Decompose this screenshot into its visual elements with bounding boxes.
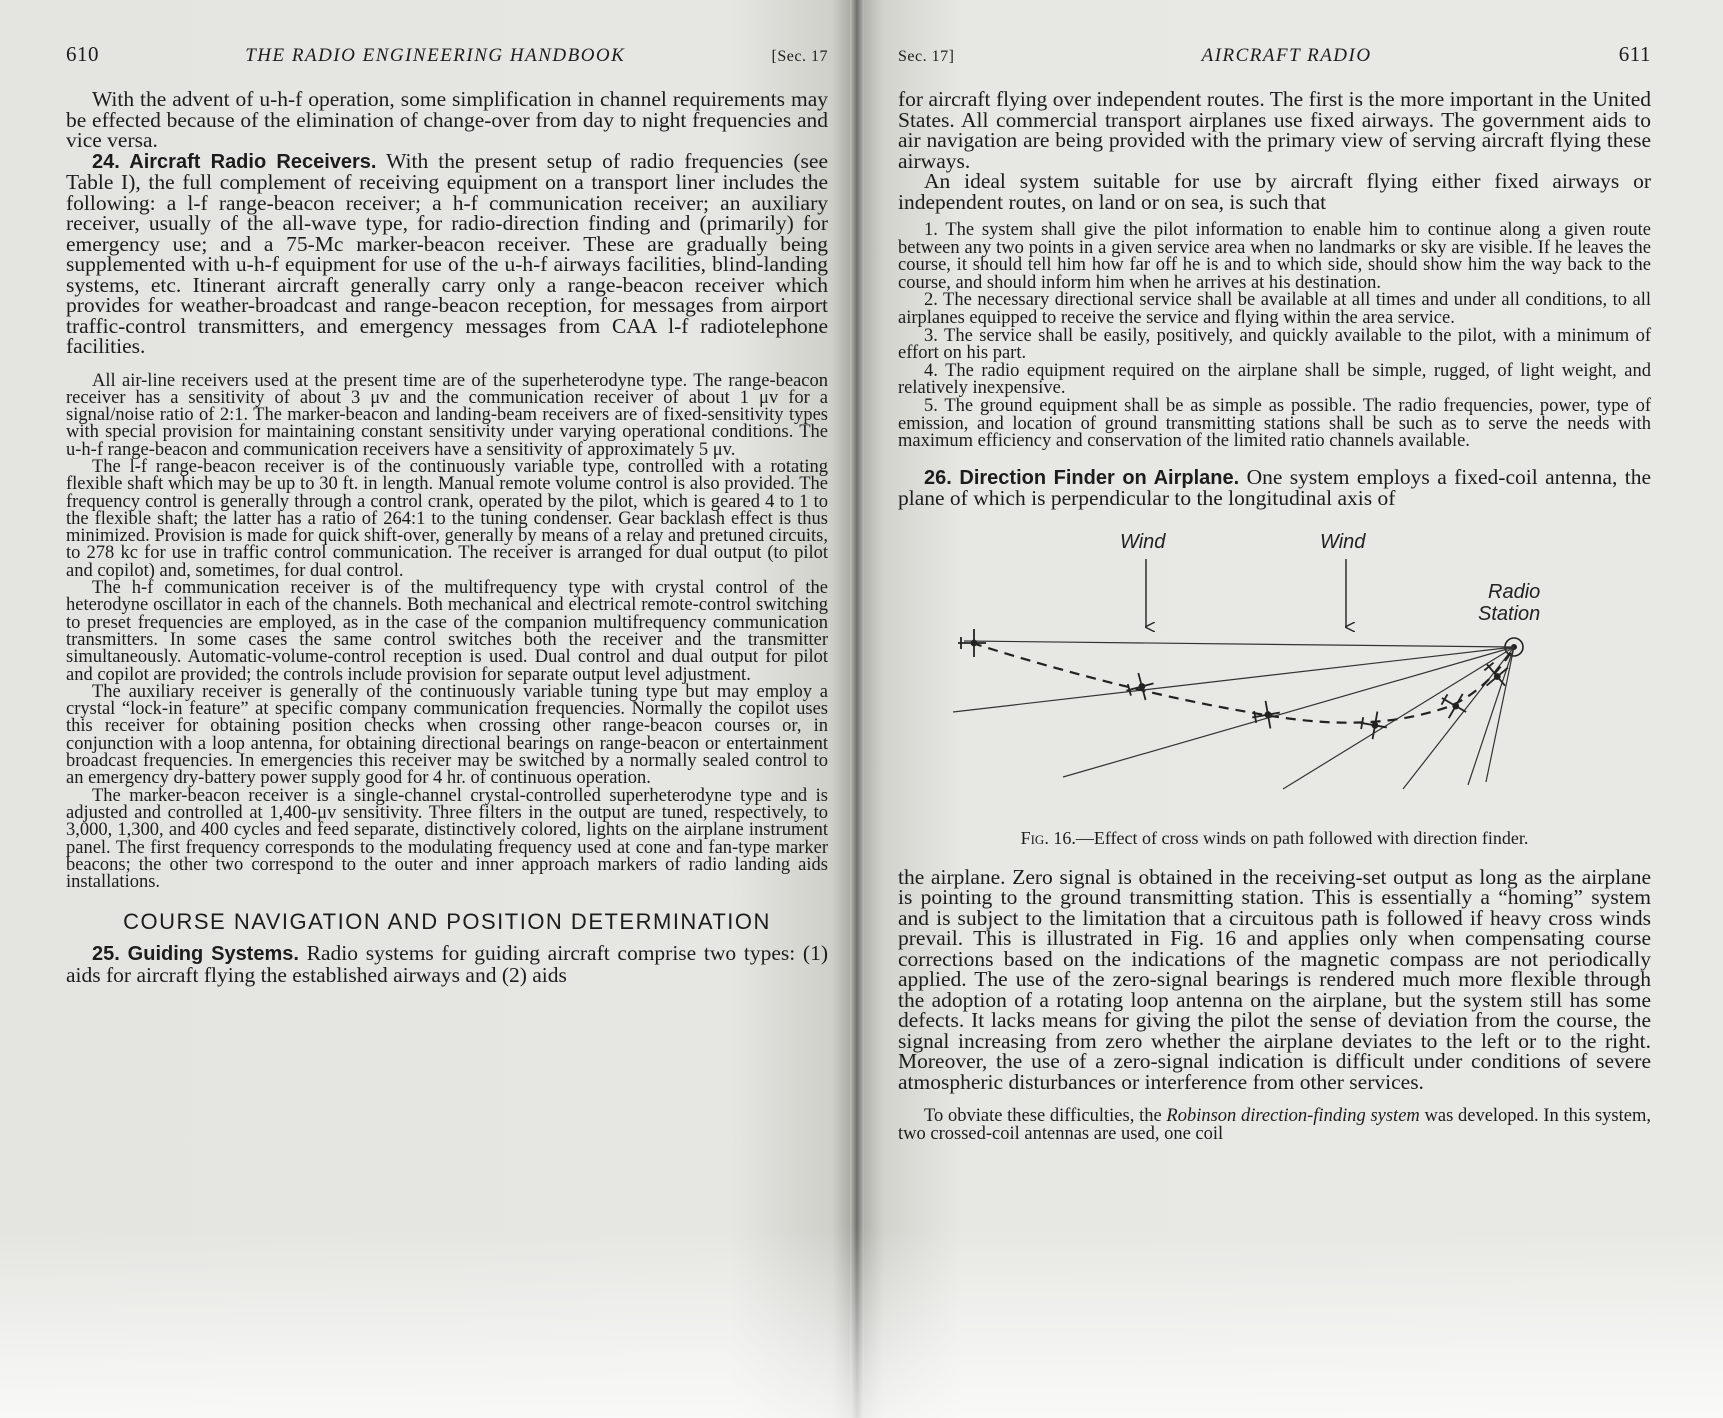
left-page-number: 610 xyxy=(66,42,99,66)
robinson-paragraph xyxy=(898,1108,1651,1143)
left-page xyxy=(0,0,858,1418)
right-section-mark: Sec. 17] xyxy=(898,48,955,65)
robinson-system-name: Robinson direction-finding system xyxy=(1166,1106,1420,1127)
section-25-paragraph xyxy=(66,943,828,985)
section-24-paragraph xyxy=(66,148,828,358)
book-gutter xyxy=(850,0,864,1418)
station-label: Station xyxy=(1478,602,1541,625)
receiver-details xyxy=(66,370,828,893)
list-item: 1. The system shall give the pilot information to enable him to continue along a given route between any two points in a given service area when no landmarks or sky are visible. If he leaves the course, it should tell him how far off he is and to which side, should show him the way back to the course, and should inform him when he arrives at his destination. xyxy=(898,220,1651,293)
figure-16-diagram xyxy=(948,527,1628,822)
right-running-title: AIRCRAFT RADIO xyxy=(1201,45,1372,66)
intro-paragraph: With the advent of u-h-f operation, some simplification in channel requirements may be effected because of the elimination of change-over from day to night frequencies and vice versa. xyxy=(66,87,828,152)
wind-label-2: Wind xyxy=(1320,530,1366,553)
list-item: 2. The necessary directional service shall be available at all times and under all conditions, to all airplanes equipped to receive the service and flying within the area service. xyxy=(898,290,1651,328)
figure-caption-text: —Effect of cross winds on path followed with direction finder. xyxy=(1075,827,1529,848)
small-paragraph: The auxiliary receiver is generally of the continuously variable tuning type but may employ a crystal “lock-in feature” at specific company communication frequencies. Normally the copilot uses this receiver for obtaining position checks when crossing other range-beacon courses or, in conjunction with a loop antenna, for obtaining directional bearings on range-beacon or entertainment broadcast frequencies. In emergencies this receiver may be switched by a normally sealed control to an emergency dry-battery power supply good for 4 hr. of continuous operation. xyxy=(66,681,828,789)
section-25-text: Radio systems for guiding aircraft comprise two types: (1) aids for aircraft flying the established airways and (2) aids xyxy=(66,941,828,987)
ideal-system-paragraph: An ideal system suitable for use by aircraft flying either fixed airways or independent routes, on land or on sea, is such that xyxy=(898,169,1651,214)
robinson-text-pre: To obviate these difficulties, the xyxy=(924,1106,1167,1127)
right-running-head xyxy=(898,42,1651,67)
radio-label: Radio xyxy=(1488,580,1541,603)
homing-paragraph: the airplane. Zero signal is obtained in the receiving-set output as long as the airplane is pointing to the ground transmitting station. This is essentially a “homing” system and is subject to the limitation that a circuitous path is followed if heavy cross winds prevail. This is illustrated in Fig. 16 and applies only when compensating course corrections based on the indications of the magnetic compass are not periodically applied. The use of the zero-signal bearings is rendered much more flexible through the adoption of a rotating loop antenna on the airplane, but the system still has some defects. It lacks means for giving the pilot the sense of deviation from the course, the signal increasing from zero whether the airplane deviates to the left or to the right. Moreover, the use of a zero-signal indication is difficult under conditions of severe atmospheric disturbances or interference from other services. xyxy=(898,864,1651,1094)
list-item: 3. The service shall be easily, positively, and quickly available to the pilot, with a minimum of effort on his part. xyxy=(898,325,1651,364)
continued-paragraph: for aircraft flying over independent routes. The first is the more important in the United States. All commercial transport airplanes use fixed airways. The government aids to air navigation are being provided with the primary view of serving aircraft flying these airways. xyxy=(898,87,1651,173)
section-26-text: One system employs a fixed-coil antenna, the plane of which is perpendicular to the longitudinal axis of xyxy=(898,464,1651,511)
wind-label-1: Wind xyxy=(1120,530,1166,553)
right-page xyxy=(858,0,1723,1418)
section-26-heading: 26. Direction Finder on Airplane. xyxy=(924,466,1240,489)
section-26-paragraph xyxy=(898,464,1651,511)
figure-caption xyxy=(898,828,1651,849)
small-paragraph: The l-f range-beacon receiver is of the continuously variable type, controlled with a rotating flexible shaft which may be up to 30 ft. in length. Manual remote volume control is also provided. The frequency control is generally through a control crank, operated by the pilot, which is geared 4 to 1 to the flexible shaft; the latter has a ratio of 264:1 to the tuning condenser. Gear backlash effect is thus minimized. Provision is made for quick shift-over, generally by means of a relay and pretuned circuits, to 278 kc for use in traffic control communication. The receiver is arranged for dual output (to pilot and copilot) and, sometimes, for dual control. xyxy=(66,456,828,581)
section-24-heading: 24. Aircraft Radio Receivers. xyxy=(92,150,377,173)
left-section-mark: [Sec. 17 xyxy=(771,48,828,65)
right-page-number: 611 xyxy=(1618,42,1651,66)
left-running-head xyxy=(66,42,828,67)
figure-caption-tag: Fig. 16. xyxy=(1020,827,1076,848)
section-24-text: With the present setup of radio frequencies (see Table I), the full complement of receiving equipment on a transport liner includes the following: a l-f range-beacon receiver; a h-f communication receiver; an auxiliary receiver, usually of the all-wave type, for radio-direction finding and (primarily) for emergency use; and a 75-Mc marker-beacon receiver. These are gradually being supplemented with u-h-f equipment for use of the u-h-f airways facilities, blind-landing systems, etc. Itinerant aircraft generally carry only a range-beacon receiver which provides for weather-broadcast and range-beacon reception, for messages from airport traffic-control transmitters, and emergency messages from CAA l-f radiotelephone facilities. xyxy=(66,148,828,358)
list-item: 5. The ground equipment shall be as simple as possible. The radio frequencies, power, type of emission, and location of ground transmitting stations shall be such as to serve the needs with maximum efficiency and conservation of the limited ratio channels available. xyxy=(898,395,1651,452)
robinson-text-post: was developed. In this system, two crossed-coil antennas are used, one coil xyxy=(898,1106,1651,1144)
section-25-heading: 25. Guiding Systems. xyxy=(92,943,299,966)
section-title: COURSE NAVIGATION AND POSITION DETERMINATION xyxy=(123,909,771,935)
requirements-list xyxy=(898,222,1651,451)
small-paragraph: The h-f communication receiver is of the multifrequency type with crystal control of the heterodyne oscillator in each of the channels. Both mechanical and electrical remote-control switching to preset frequencies are employed, as in the case of the companion multifrequency communication transmitters. In some cases the same control switches both the receiver and the transmitter simultaneously. Automatic-volume-control reception is used. Dual control and dual output for pilot and copilot are provided; the controls include provision for separate output level adjustment. xyxy=(66,578,828,685)
small-paragraph: The marker-beacon receiver is a single-channel crystal-controlled superheterodyne type and is adjusted and controlled at 1,400-μv sensitivity. Three filters in the output are tuned, respectively, to 3,000, 1,300, and 400 cycles and feed separate, distinctively colored, lights on the airplane instrument panel. The first frequency corresponds to the modulating frequency used at cone and fan-type marker beacons; the other two correspond to the outer and inner approach markers of radio landing aids installations. xyxy=(66,785,828,893)
cross-wind-diagram-svg xyxy=(948,527,1628,822)
flight-path xyxy=(972,643,1514,723)
left-running-title: THE RADIO ENGINEERING HANDBOOK xyxy=(245,45,626,66)
list-item: 4. The radio equipment required on the airplane shall be simple, rugged, of light weight, and relatively inexpensive. xyxy=(898,360,1651,399)
small-paragraph: All air-line receivers used at the present time are of the superheterodyne type. The range-beacon receiver has a sensitivity of about 3 μv and the communication receiver of about 1 μv for a signal/noise ratio of 2:1. The marker-beacon and landing-beam receivers are of fixed-sensitivity types with special provision for maintaining constant sensitivity under varying operational conditions. The u-h-f range-beacon and communication receivers have a sensitivity of approximately 5 μv. xyxy=(66,370,828,460)
